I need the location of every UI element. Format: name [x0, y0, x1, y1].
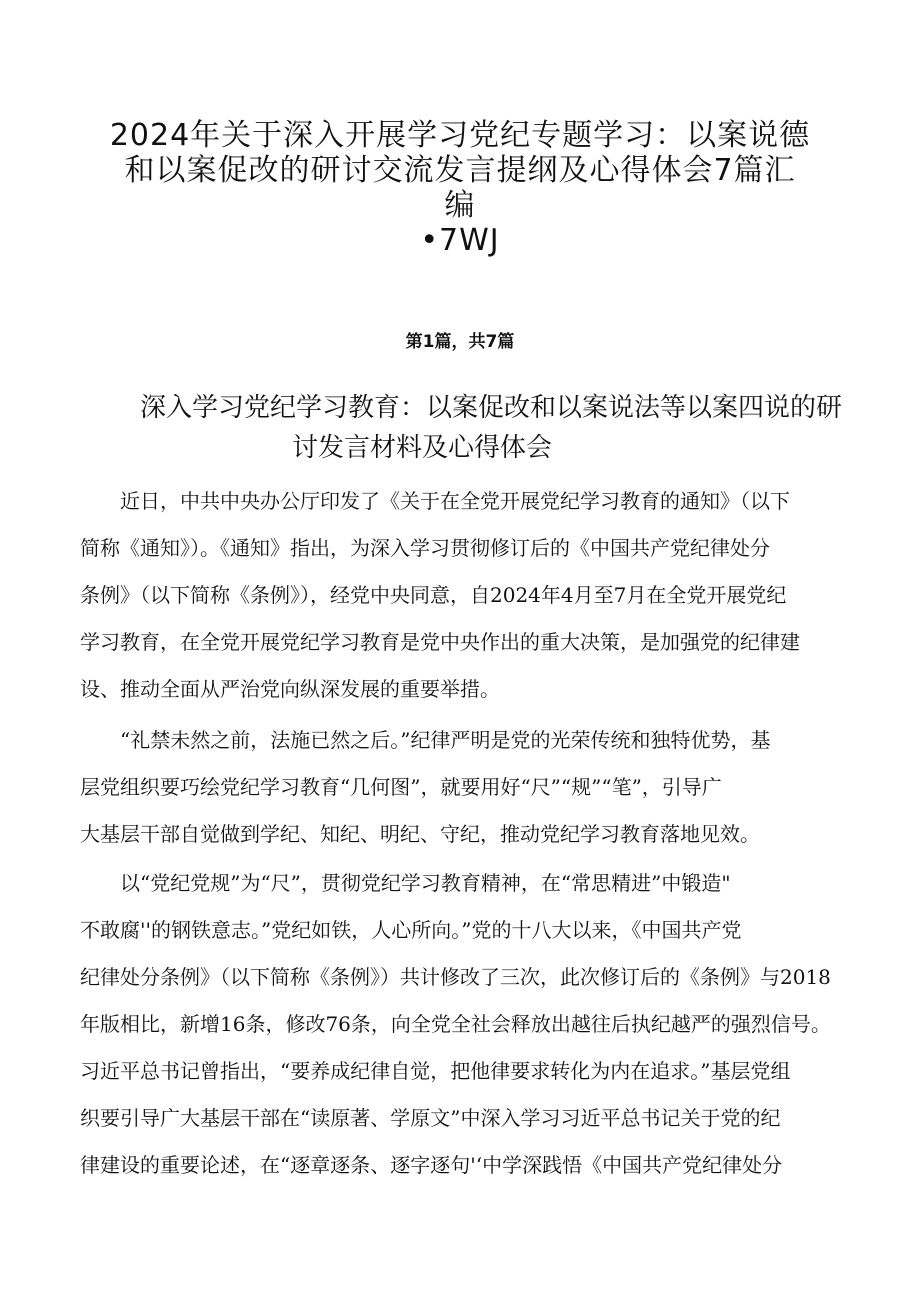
paragraph-line: 层党组织要巧绘党纪学习教育“几何图”，就要用好“尺”“规”“笔”，引导广: [80, 775, 722, 799]
paragraph-line: “礼禁未然之前，法施已然之后。”纪律严明是党的光荣传统和独特优势，基: [80, 728, 771, 752]
paragraph-line: 大基层干部自觉做到学纪、知纪、明纪、守纪，推动党纪学习教育落地见效。: [80, 822, 760, 846]
paragraph-line: 设、推动全面从严治党向纵深发展的重要举措。: [80, 677, 500, 701]
title-line: 2024年关于深入开展学习党纪专题学习：以案说德: [109, 118, 811, 153]
paragraph-line: 织要引导广大基层干部在“读原著、学原文”中深入学习习近平总书记关于党的纪: [80, 1106, 781, 1130]
paragraph-line: 习近平总书记曾指出，“要养成纪律自觉，把他律要求转化为内在追求。”基层党组: [80, 1059, 791, 1083]
paragraph-line: 纪律处分条例》（以下简称《条例》）共计修改了三次，此次修订后的《条例》与2018: [80, 965, 831, 989]
title-line: •7WJ: [420, 223, 500, 258]
document-title: [60, 118, 860, 258]
part-label: 第1篇，共7篇: [405, 332, 515, 352]
title-line: 编: [444, 188, 476, 223]
paragraph-line: 条例》（以下简称《条例》），经党中央同意，自2024年4月至7月在全党开展党纪: [80, 583, 787, 607]
body-paragraph: [80, 478, 860, 713]
paragraph-line: 近日，中共中央办公厅印发了《关于在全党开展党纪学习教育的通知》（以下: [80, 489, 790, 513]
paragraph-line: 年版相比，新增16条，修改76条，向全党全社会释放出越往后执纪越严的强烈信号。: [80, 1012, 831, 1036]
body-paragraph: [80, 717, 860, 858]
body-paragraph: [80, 860, 860, 1189]
paragraph-line: 简称《通知》）。《通知》指出，为深入学习贯彻修订后的《中国共产党纪律处分: [80, 536, 770, 560]
section-title-line: 深入学习党纪学习教育：以案促改和以案说法等以案四说的研: [140, 393, 843, 423]
paragraph-line: 律建设的重要论述，在“逐章逐条、逐字逐句'‘中学深践悟《中国共产党纪律处分: [80, 1153, 783, 1177]
title-line: 和以案促改的研讨交流发言提纲及心得体会7篇汇: [124, 153, 796, 188]
paragraph-line: 以“党纪党规”为“尺”，贯彻党纪学习教育精神，在“常思精进”中锻造": [80, 871, 731, 895]
paragraph-line: 不敢腐''的钢铁意志。”党纪如铁，人心所向。”党的十八大以来，《中国共产党: [80, 918, 742, 942]
paragraph-line: 学习教育，在全党开展党纪学习教育是党中央作出的重大决策，是加强党的纪律建: [80, 630, 800, 654]
section-title-line: 讨发言材料及心得体会: [292, 433, 553, 463]
